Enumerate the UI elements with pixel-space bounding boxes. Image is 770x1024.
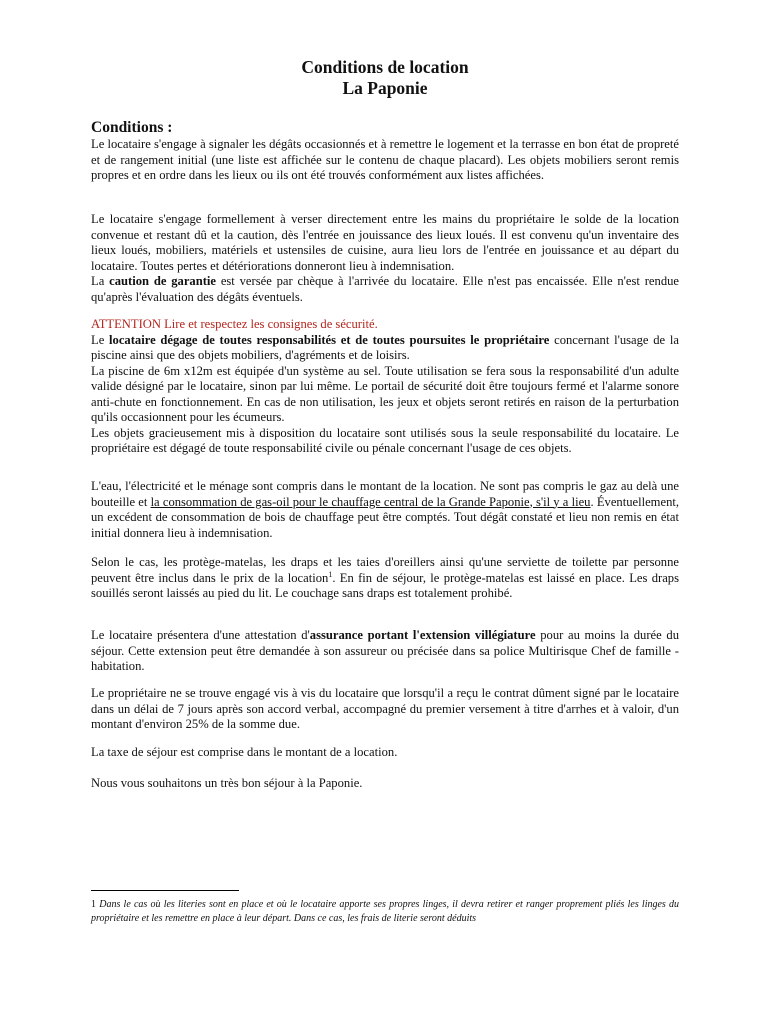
footnote-text: Dans le cas où les literies sont en place et où le locataire apporte ses propres linges, il devra retirer et ranger proprement pliés les linges du propriétaire et les remettre en place à leur départ. Dans ce cas, les frais de literie seront déduits: [91, 899, 680, 924]
objets-text: Les objets gracieusement mis à disposition du locataire sont utilisés sous la seule responsabilité du locataire. Le propriétaire est dégagé de toute responsabilité civile ou pénale concernant l'usage de ces objets.: [91, 425, 679, 455]
linge-pre: Selon le cas, les protège-matelas, les draps et les taies d'oreillers ainsi qu'une serviette de toilette par personne peuvent être inclus dans le prix de la location: [91, 555, 679, 585]
paragraph-charges: [91, 479, 679, 541]
section-heading: Conditions :: [91, 119, 173, 136]
assurance-bold: assurance portant l'extension villégiature: [309, 628, 536, 642]
assurance-pre: Le locataire présentera d'une attestation d': [91, 628, 310, 642]
responsabilite-post: concernant l'usage de la piscine ainsi que des objets mobiliers, d'agréments et de loisirs.: [91, 332, 679, 362]
footnote: [91, 898, 679, 926]
paragraph-securite: [91, 317, 679, 457]
paragraph-assurance: [91, 628, 679, 675]
footnote-divider: [91, 890, 239, 891]
paragraph-etat-des-lieux: Le locataire s'engage à signaler les dégâts occasionnés et à remettre le logement et la terrasse en bon état de propreté et de rangement initial (une liste est affichée sur le contenu de chaque placard). Les objets mobiliers seront remis propres et en ordre dans les lieux ou ils ont été trouvés conformément aux listes affichées.: [91, 137, 679, 182]
paragraph-paiement-text: Le locataire s'engage formellement à verser directement entre les mains du propriétaire le solde de la location convenue et restant dû et la caution, dès l'entrée en jouissance des lieux loués. Il est convenu qu'un inventaire des lieux loués, mobiliers, matériels et ustensiles de cuisine, aura lieu lors de l'entrée en jouissance et au départ du locataire. Toutes pertes et détériorations donneront lieu à indemnisation.: [91, 212, 679, 273]
assurance-post: pour au moins la durée du séjour. Cette extension peut être demandée à son assureur ou précisée dans sa police Multirisque Chef de famille - habitation.: [91, 628, 679, 673]
caution-post: est versée par chèque à l'arrivée du locataire. Elle n'est pas encaissée. Elle n'est rendue qu'après l'évaluation des dégâts éventuels.: [91, 274, 679, 304]
attention-notice: ATTENTION Lire et respectez les consignes de sécurité.: [91, 317, 378, 331]
paragraph-contrat: Le propriétaire ne se trouve engagé vis à vis du locataire que lorsqu'il a reçu le contrat dûment signé par le locataire dans un délai de 7 jours après son accord verbal, accompagné du premier versement à titre d'arrhes et à valoir, d'un montant d'environ 25% de la somme due.: [91, 686, 679, 731]
title-line-2: La Paponie: [342, 78, 428, 98]
footnote-number: 1: [91, 899, 100, 910]
caution-bold: caution de garantie: [109, 274, 216, 288]
caution-pre: La: [91, 274, 110, 288]
paragraph-taxe: La taxe de séjour est comprise dans le montant de a location.: [91, 745, 398, 759]
charges-underlined: la consommation de gas-oil pour le chauffage central de la Grande Paponie, s'il y a lieu: [150, 494, 591, 509]
linge-post: . En fin de séjour, le protège-matelas est laissé en place. Les draps souillés seront laissés au pied du lit. Le couchage sans draps est totalement prohibé.: [91, 570, 680, 600]
paragraph-linge: [91, 555, 679, 602]
paragraph-souhaits: Nous vous souhaitons un très bon séjour à la Paponie.: [91, 776, 363, 790]
footnote-ref: 1: [328, 569, 333, 579]
title-line-1: Conditions de location: [301, 57, 469, 77]
paragraph-paiement: [91, 212, 679, 305]
responsabilite-bold: locataire dégage de toutes responsabilités et de toutes poursuites le propriétaire: [109, 332, 550, 347]
responsabilite-pre: Le: [91, 332, 110, 347]
charges-post: . Éventuellement, un excédent de consommation de bois de chauffage peut être comptés. Tout dégât constaté et lieu non remis en état initial donnera lieu à indemnisation.: [91, 494, 680, 540]
charges-pre: L'eau, l'électricité et le ménage sont compris dans le montant de la location. Ne sont pas compris le gaz au delà une bouteille et: [91, 479, 679, 509]
piscine-text: La piscine de 6m x12m est équipée d'un système au sel. Toute utilisation se fera sous la responsabilité d'un adulte valide désigné par le locataire, sinon par lui même. Le portail de sécurité doit être toujours fermé et l'alarme sonore anti-chute en fonctionnement. En cas de non utilisation, les jeux et objets seront retirés en raison de la perturbation qu'ils occasionnent pour les écumeurs.: [91, 363, 679, 424]
